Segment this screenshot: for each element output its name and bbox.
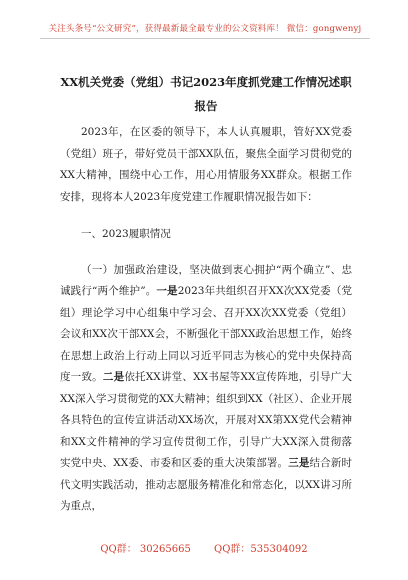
header-banner: 关注头条号“公文研究”，获得最新最全最专业的公文资料库！ 微信：gongwenyj	[48, 24, 362, 34]
header-divider	[40, 38, 370, 39]
footer-qq-group-1: QQ群： 30265665	[100, 544, 191, 555]
intro-paragraph: 2023年，在区委的领导下，本人认真履职，管好XX党委（党组）班子，带好党员干部XX队伍，聚焦全面学习贯彻党的XX大精神，围绕中心工作，用心用情服务XX群众。根据工作安排，现将本人2023年度党建工作履职情况报告如下：	[60, 126, 352, 203]
document-body	[60, 122, 352, 518]
point-one-label: 一是	[156, 285, 178, 297]
document-title: XX机关党委（党组）书记2023年度抓党建工作情况述职报告	[60, 75, 352, 113]
section-heading: 一、2023履职情况	[81, 228, 171, 240]
subsection-paragraph	[60, 260, 352, 518]
point-one-text: 2023年共组织召开XX次XX党委（党组）理论学习中心组集中学习会、召开XX次XX党委（党组）会议和XX次干部XX会，不断强化干部XX政治思想工作，始终在思想上政治上行动上同以习近平同志为核心的党中央保持高度一致。	[60, 285, 353, 383]
subsection-lead: （一）加强政治建设，坚决做到衷心拥护“两个确立”、忠诚践行“两个维护”。	[60, 263, 352, 297]
point-three-label: 三是	[288, 457, 310, 469]
point-three-text: 结合新时代文明实践活动，推动志愿服务精准化和常态化，以XX讲习所为重点，	[60, 457, 352, 512]
point-two-label: 二是	[102, 371, 125, 383]
footer-qq-group-2: QQ群：535304092	[214, 544, 308, 555]
point-two-text: 依托XX讲堂、XX书屋等XX宣传阵地，引导广大XX深入学习贯彻党的XX大精神；组织到XX（社区）、企业开展各具特色的宣传宣讲活动XX场次，开展对XX第XX党代会精神和XX文件精神的学习宣传贯彻工作，引导广大XX深入贯彻落实党中央、XX委、市委和区委的重大决策部署。	[60, 371, 352, 469]
footer-contact	[0, 540, 408, 555]
